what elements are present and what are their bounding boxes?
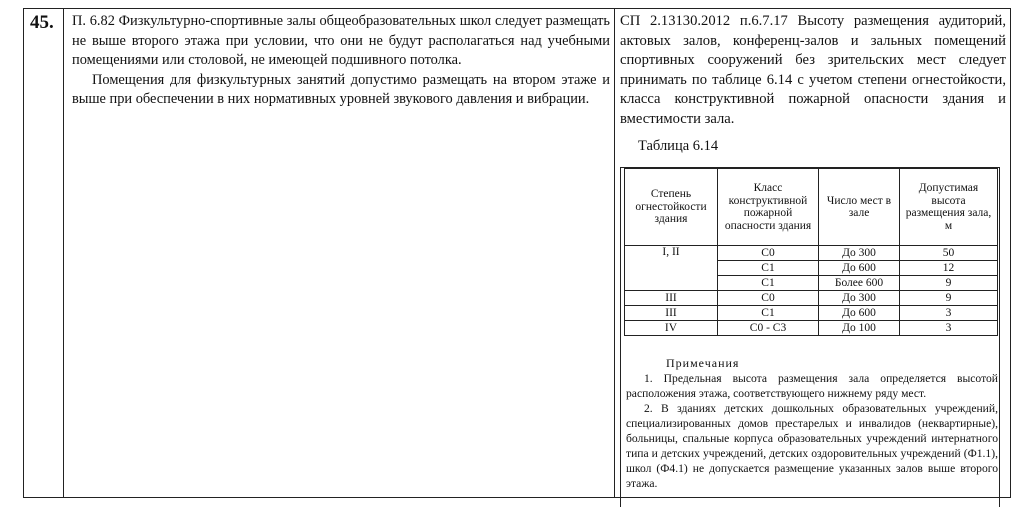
right-column — [620, 12, 1007, 490]
cell-seats: До 600 — [819, 261, 900, 276]
table-caption: Таблица 6.14 — [638, 138, 719, 154]
cell-class: С1 — [718, 276, 819, 291]
comparison-table-row — [23, 8, 1011, 498]
table-row — [625, 291, 998, 306]
regulation-text: Высоту размещения аудиторий, актовых залов, конференц-залов и зальных помещений спортивных сооружений без зрительских мест следует принимать по таблице 6.14 с учетом степени огнестойкости, класса конструктивной пожарной опасности здания и вместимости зала. — [620, 13, 1007, 127]
table-row — [625, 306, 998, 321]
cell-class: С0 — [718, 246, 819, 261]
table-frame — [620, 167, 1000, 507]
table-notes — [626, 356, 998, 491]
cell-seats: До 100 — [819, 321, 900, 336]
header-degree: Степень огнестойкости здания — [625, 169, 718, 246]
cell-class: С0 — [718, 291, 819, 306]
cell-height: 9 — [900, 291, 998, 306]
cell-degree: III — [625, 291, 718, 306]
header-class: Класс конструктивной пожарной опасности здания — [718, 169, 819, 246]
right-intro — [620, 12, 1006, 129]
notes-heading: Примечания — [666, 356, 740, 370]
left-column-text — [72, 12, 610, 110]
header-seats: Число мест в зале — [819, 169, 900, 246]
cell-seats: До 300 — [819, 246, 900, 261]
table-header-row — [625, 169, 998, 246]
left-paragraph-1: П. 6.82 Физкультурно-спортивные залы общеобразовательных школ следует размещать не выше второго этажа при условии, что они не будут располагаться над учебными помещениями или столовой, не имеющей подшивного потолка. — [72, 13, 610, 68]
cell-height: 12 — [900, 261, 998, 276]
note-2: 2. В зданиях детских дошкольных образовательных учреждений, специализированных домов престарелых и инвалидов (неквартирные), больницы, спальные корпуса образовательных учреждений интернатного типа и детских учреждений, детских оздоровительных учреждений (Ф1.1), школ (Ф4.1) не допускается размещение указанных залов выше второго этажа. — [626, 402, 998, 490]
cell-seats: До 300 — [819, 291, 900, 306]
cell-class: С0 - С3 — [718, 321, 819, 336]
cell-height: 9 — [900, 276, 998, 291]
height-table — [624, 168, 998, 336]
header-height: Допустимая высота размещения зала, м — [900, 169, 998, 246]
column-divider — [63, 9, 64, 497]
table-row — [625, 321, 998, 336]
cell-degree: IV — [625, 321, 718, 336]
cell-height: 50 — [900, 246, 998, 261]
cell-seats: Более 600 — [819, 276, 900, 291]
row-number: 45. — [30, 12, 54, 33]
cell-class: С1 — [718, 261, 819, 276]
column-divider — [614, 9, 615, 497]
table-row — [625, 246, 998, 261]
cell-degree: I, II — [625, 246, 718, 291]
cell-height: 3 — [900, 321, 998, 336]
cell-height: 3 — [900, 306, 998, 321]
left-paragraph-2: Помещения для физкультурных занятий допустимо размещать на втором этаже и выше при обеспечении в них нормативных уровней звукового давления и вибрации. — [72, 71, 610, 107]
note-1: 1. Предельная высота размещения зала определяется высотой расположения этажа, соответствующего нижнему ряду мест. — [626, 372, 998, 400]
regulation-reference: СП 2.13130.2012 п.6.7.17 — [620, 13, 788, 29]
cell-seats: До 600 — [819, 306, 900, 321]
cell-degree: III — [625, 306, 718, 321]
cell-class: С1 — [718, 306, 819, 321]
